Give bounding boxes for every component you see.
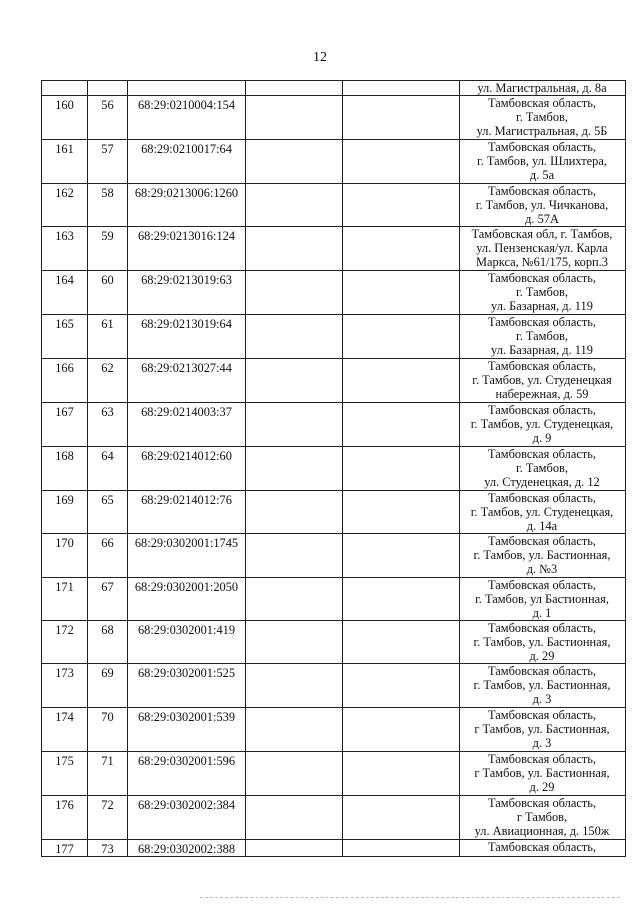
blank-cell	[343, 96, 460, 140]
blank-cell	[246, 708, 343, 752]
num-cell: 176	[42, 796, 88, 840]
num-cell: 163	[42, 227, 88, 271]
sub-num-cell: 67	[88, 578, 128, 621]
num-cell: 160	[42, 96, 88, 140]
table-row	[42, 578, 626, 621]
blank-cell	[343, 664, 460, 708]
cadastral-cell: 68:29:0210017:64	[128, 140, 246, 184]
num-cell	[42, 81, 88, 96]
sub-num-cell: 72	[88, 796, 128, 840]
property-table	[41, 80, 626, 857]
num-cell: 161	[42, 140, 88, 184]
blank-cell	[246, 140, 343, 184]
table-row	[42, 96, 626, 140]
cadastral-cell: 68:29:0302002:384	[128, 796, 246, 840]
address-cell: Тамбовская область, г Тамбов, ул. Бастионная, д. 29	[460, 752, 626, 796]
table-row	[42, 227, 626, 271]
sub-num-cell: 62	[88, 359, 128, 403]
sub-num-cell: 64	[88, 447, 128, 491]
sub-num-cell: 65	[88, 491, 128, 534]
address-cell: Тамбовская область, г. Тамбов, ул. Бастионная, д. 3	[460, 664, 626, 708]
sub-num-cell: 66	[88, 534, 128, 578]
address-cell: Тамбовская область, г. Тамбов, ул. Чичканова, д. 57А	[460, 184, 626, 227]
num-cell: 172	[42, 621, 88, 664]
sub-num-cell: 68	[88, 621, 128, 664]
blank-cell	[246, 96, 343, 140]
cadastral-cell: 68:29:0213016:124	[128, 227, 246, 271]
blank-cell	[343, 403, 460, 447]
cadastral-cell: 68:29:0302001:419	[128, 621, 246, 664]
blank-cell	[246, 315, 343, 359]
blank-cell	[343, 752, 460, 796]
address-cell: Тамбовская область, г. Тамбов, ул. Бастионная, д. №3	[460, 534, 626, 578]
table-row	[42, 315, 626, 359]
table-row	[42, 271, 626, 315]
address-cell: Тамбовская область, г. Тамбов, ул. Базарная, д. 119	[460, 315, 626, 359]
table-row	[42, 140, 626, 184]
table-row	[42, 184, 626, 227]
cadastral-cell: 68:29:0302001:596	[128, 752, 246, 796]
table-row	[42, 621, 626, 664]
blank-cell	[343, 140, 460, 184]
table-row	[42, 752, 626, 796]
blank-cell	[343, 81, 460, 96]
num-cell: 173	[42, 664, 88, 708]
blank-cell	[246, 403, 343, 447]
blank-cell	[343, 840, 460, 857]
blank-cell	[343, 315, 460, 359]
num-cell: 177	[42, 840, 88, 857]
sub-num-cell: 60	[88, 271, 128, 315]
blank-cell	[246, 840, 343, 857]
table-row	[42, 534, 626, 578]
blank-cell	[343, 359, 460, 403]
page-number: 12	[313, 50, 327, 65]
blank-cell	[246, 796, 343, 840]
table-row	[42, 447, 626, 491]
table-row	[42, 491, 626, 534]
sub-num-cell: 63	[88, 403, 128, 447]
table-row	[42, 664, 626, 708]
num-cell: 167	[42, 403, 88, 447]
blank-cell	[343, 796, 460, 840]
cadastral-cell: 68:29:0302001:2050	[128, 578, 246, 621]
blank-cell	[343, 491, 460, 534]
sub-num-cell: 58	[88, 184, 128, 227]
address-cell: Тамбовская область, г Тамбов, ул. Авиационная, д. 150ж	[460, 796, 626, 840]
cadastral-cell: 68:29:0214012:76	[128, 491, 246, 534]
address-cell: Тамбовская область, г. Тамбов, ул. Студенецкая, д. 9	[460, 403, 626, 447]
num-cell: 165	[42, 315, 88, 359]
blank-cell	[246, 184, 343, 227]
cadastral-cell: 68:29:0213019:64	[128, 315, 246, 359]
blank-cell	[343, 708, 460, 752]
address-cell: Тамбовская область, г. Тамбов, ул. Студенецкая, д. 14а	[460, 491, 626, 534]
sub-num-cell: 59	[88, 227, 128, 271]
blank-cell	[246, 359, 343, 403]
cadastral-cell: 68:29:0213027:44	[128, 359, 246, 403]
blank-cell	[343, 534, 460, 578]
address-cell: Тамбовская область, г. Тамбов, ул. Студенецкая, д. 12	[460, 447, 626, 491]
cadastral-cell: 68:29:0213006:1260	[128, 184, 246, 227]
address-cell: Тамбовская область, г. Тамбов, ул. Бастионная, д. 29	[460, 621, 626, 664]
blank-cell	[343, 447, 460, 491]
blank-cell	[246, 534, 343, 578]
address-cell: ул. Магистральная, д. 8а	[460, 81, 626, 96]
sub-num-cell: 70	[88, 708, 128, 752]
table-row	[42, 840, 626, 857]
table-body	[42, 81, 626, 857]
table-row	[42, 796, 626, 840]
cadastral-cell: 68:29:0302001:539	[128, 708, 246, 752]
sub-num-cell	[88, 81, 128, 96]
num-cell: 169	[42, 491, 88, 534]
sub-num-cell: 61	[88, 315, 128, 359]
address-cell: Тамбовская область, г. Тамбов, ул. Магистральная, д. 5Б	[460, 96, 626, 140]
blank-cell	[246, 491, 343, 534]
table-row-continuation	[42, 81, 626, 96]
cadastral-cell: 68:29:0302001:1745	[128, 534, 246, 578]
sub-num-cell: 56	[88, 96, 128, 140]
address-cell: Тамбовская обл, г. Тамбов, ул. Пензенская/ул. Карла Маркса, №61/175, корп.3	[460, 227, 626, 271]
blank-cell	[246, 664, 343, 708]
address-cell: Тамбовская область, г. Тамбов, ул. Студенецкая набережная, д. 59	[460, 359, 626, 403]
num-cell: 171	[42, 578, 88, 621]
cadastral-cell: 68:29:0214012:60	[128, 447, 246, 491]
table-row	[42, 708, 626, 752]
num-cell: 175	[42, 752, 88, 796]
address-cell: Тамбовская область, г. Тамбов, ул Бастионная, д. 1	[460, 578, 626, 621]
blank-cell	[246, 81, 343, 96]
cadastral-cell: 68:29:0213019:63	[128, 271, 246, 315]
sub-num-cell: 71	[88, 752, 128, 796]
scan-artifact	[200, 897, 620, 900]
cadastral-cell	[128, 81, 246, 96]
num-cell: 170	[42, 534, 88, 578]
num-cell: 168	[42, 447, 88, 491]
num-cell: 164	[42, 271, 88, 315]
address-cell: Тамбовская область,	[460, 840, 626, 857]
blank-cell	[343, 184, 460, 227]
num-cell: 162	[42, 184, 88, 227]
address-cell: Тамбовская область, г. Тамбов, ул. Базарная, д. 119	[460, 271, 626, 315]
cadastral-cell: 68:29:0302002:388	[128, 840, 246, 857]
blank-cell	[246, 621, 343, 664]
blank-cell	[246, 578, 343, 621]
num-cell: 174	[42, 708, 88, 752]
num-cell: 166	[42, 359, 88, 403]
blank-cell	[246, 271, 343, 315]
blank-cell	[343, 271, 460, 315]
cadastral-cell: 68:29:0214003:37	[128, 403, 246, 447]
address-cell: Тамбовская область, г Тамбов, ул. Бастионная, д. 3	[460, 708, 626, 752]
table-row	[42, 359, 626, 403]
address-cell: Тамбовская область, г. Тамбов, ул. Шлихтера, д. 5а	[460, 140, 626, 184]
sub-num-cell: 57	[88, 140, 128, 184]
blank-cell	[343, 227, 460, 271]
sub-num-cell: 69	[88, 664, 128, 708]
blank-cell	[246, 447, 343, 491]
blank-cell	[246, 752, 343, 796]
table-row	[42, 403, 626, 447]
blank-cell	[343, 578, 460, 621]
blank-cell	[343, 621, 460, 664]
cadastral-cell: 68:29:0210004:154	[128, 96, 246, 140]
blank-cell	[246, 227, 343, 271]
cadastral-cell: 68:29:0302001:525	[128, 664, 246, 708]
sub-num-cell: 73	[88, 840, 128, 857]
